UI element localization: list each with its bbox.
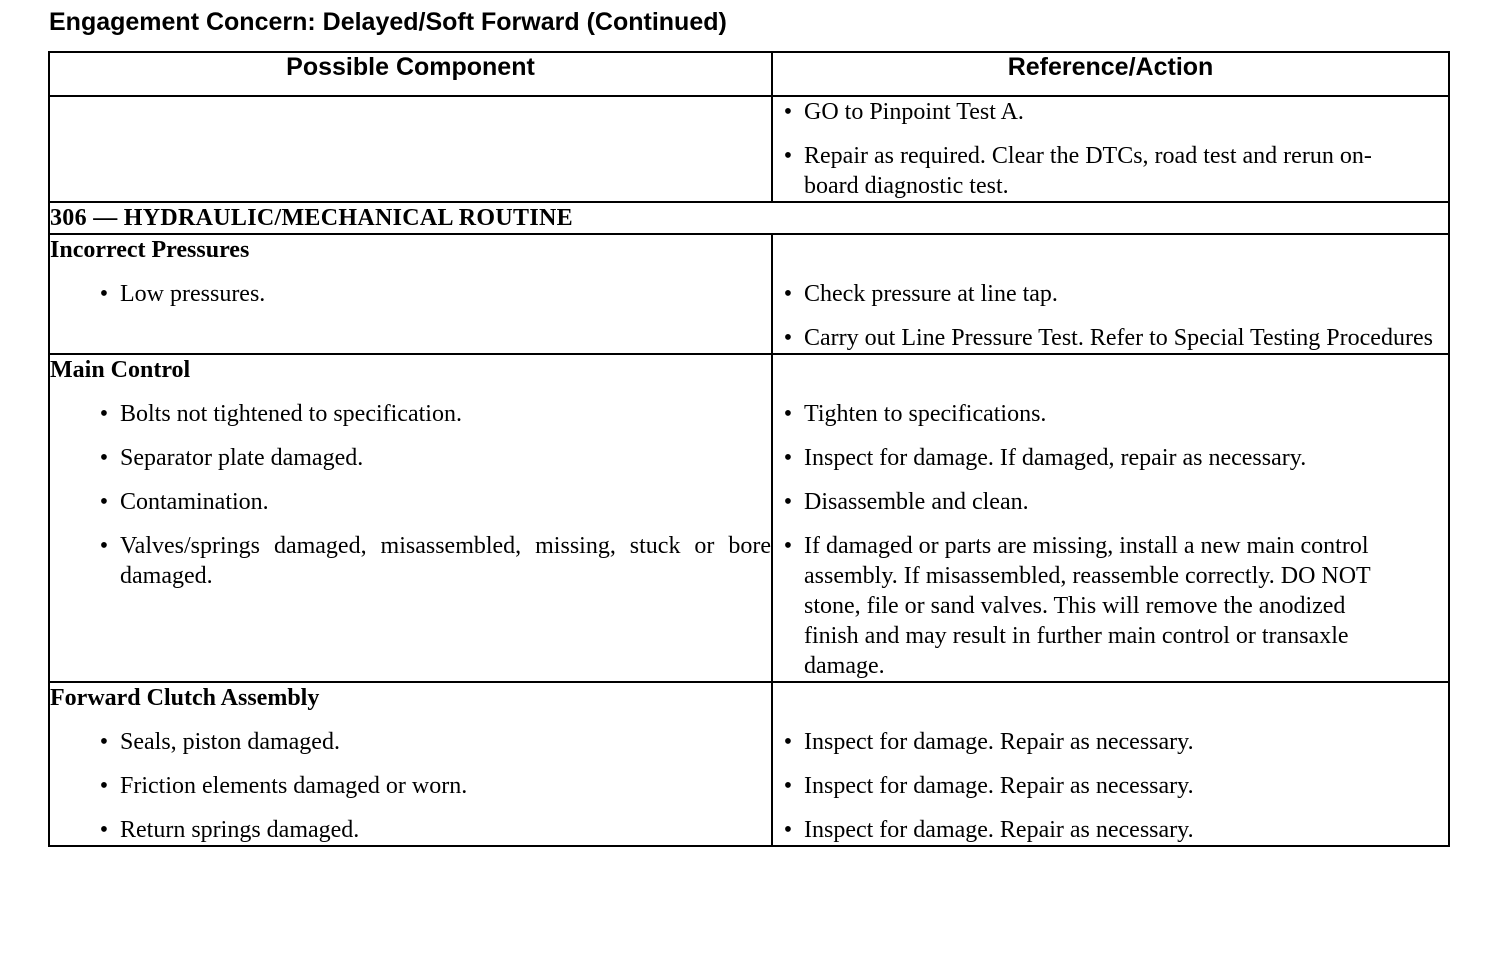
bullet-icon: • xyxy=(783,445,793,471)
bullet-icon: • xyxy=(783,99,793,125)
bullet-icon: • xyxy=(99,445,109,471)
bullet-icon: • xyxy=(783,817,793,843)
bullet-icon: • xyxy=(783,143,793,169)
bullet-icon: • xyxy=(783,533,793,559)
component-cell xyxy=(49,96,772,202)
bullet-icon: • xyxy=(783,773,793,799)
column-header-component: Possible Component xyxy=(49,52,772,96)
action-cell xyxy=(772,96,1449,202)
bullet-icon: • xyxy=(99,773,109,799)
bullet-icon: • xyxy=(99,729,109,755)
list-item: • Inspect for damage. If damaged, repair as necessary. xyxy=(773,443,1448,473)
bullet-icon: • xyxy=(783,325,793,351)
list-item: • Check pressure at line tap. xyxy=(773,279,1448,309)
group-title: Forward Clutch Assembly xyxy=(50,685,320,711)
list-item: • If damaged or parts are missing, install a new main control assembly. If misassembled, reassemble correctly. DO NOT stone, file or sand valves. This will remove the anodized finish and may result in further main control or transaxle damage. xyxy=(773,531,1399,681)
list-item: • Bolts not tightened to specification. xyxy=(50,399,771,429)
bullet-icon: • xyxy=(99,401,109,427)
column-header-action: Reference/Action xyxy=(772,52,1449,96)
bullet-icon: • xyxy=(783,281,793,307)
bullet-icon: • xyxy=(783,729,793,755)
bullet-icon: • xyxy=(99,281,109,307)
bullet-icon: • xyxy=(99,533,109,559)
list-item: • Disassemble and clean. xyxy=(773,487,1448,517)
list-item: • Friction elements damaged or worn. xyxy=(50,771,771,801)
diagnostic-table xyxy=(48,51,1450,847)
table-row xyxy=(49,96,1449,202)
list-item: • Low pressures. xyxy=(50,279,771,309)
list-item: • Repair as required. Clear the DTCs, road test and rerun on-board diagnostic test. xyxy=(773,141,1379,201)
group-title: Main Control xyxy=(50,357,191,383)
table-row xyxy=(49,234,1449,354)
section-title: 306 — HYDRAULIC/MECHANICAL ROUTINE xyxy=(49,202,1449,234)
list-item: • Tighten to specifications. xyxy=(773,399,1448,429)
group-title: Incorrect Pressures xyxy=(50,237,250,263)
list-item: • Seals, piston damaged. xyxy=(50,727,771,757)
table-row xyxy=(49,682,1449,846)
action-cell xyxy=(772,354,1449,682)
section-row xyxy=(49,202,1449,234)
table-header-row xyxy=(49,52,1449,96)
bullet-icon: • xyxy=(783,489,793,515)
list-item: • Return springs damaged. xyxy=(50,815,771,845)
page-title: Engagement Concern: Delayed/Soft Forward (Continued) xyxy=(49,8,727,36)
bullet-icon: • xyxy=(99,489,109,515)
action-cell xyxy=(772,682,1449,846)
list-item: • Carry out Line Pressure Test. Refer to Special Testing Procedures xyxy=(773,323,1448,353)
list-item: • GO to Pinpoint Test A. xyxy=(773,97,1448,127)
list-item: • Inspect for damage. Repair as necessary. xyxy=(773,771,1448,801)
list-item: • Separator plate damaged. xyxy=(50,443,771,473)
action-cell xyxy=(772,234,1449,354)
bullet-icon: • xyxy=(99,817,109,843)
list-item: • Valves/springs damaged, misassembled, missing, stuck or bore damaged. xyxy=(50,531,771,591)
bullet-icon: • xyxy=(783,401,793,427)
component-cell xyxy=(49,682,772,846)
list-item: • Contamination. xyxy=(50,487,771,517)
component-cell xyxy=(49,354,772,682)
table-row xyxy=(49,354,1449,682)
list-item: • Inspect for damage. Repair as necessary. xyxy=(773,727,1448,757)
component-cell xyxy=(49,234,772,354)
list-item: • Inspect for damage. Repair as necessary. xyxy=(773,815,1448,845)
